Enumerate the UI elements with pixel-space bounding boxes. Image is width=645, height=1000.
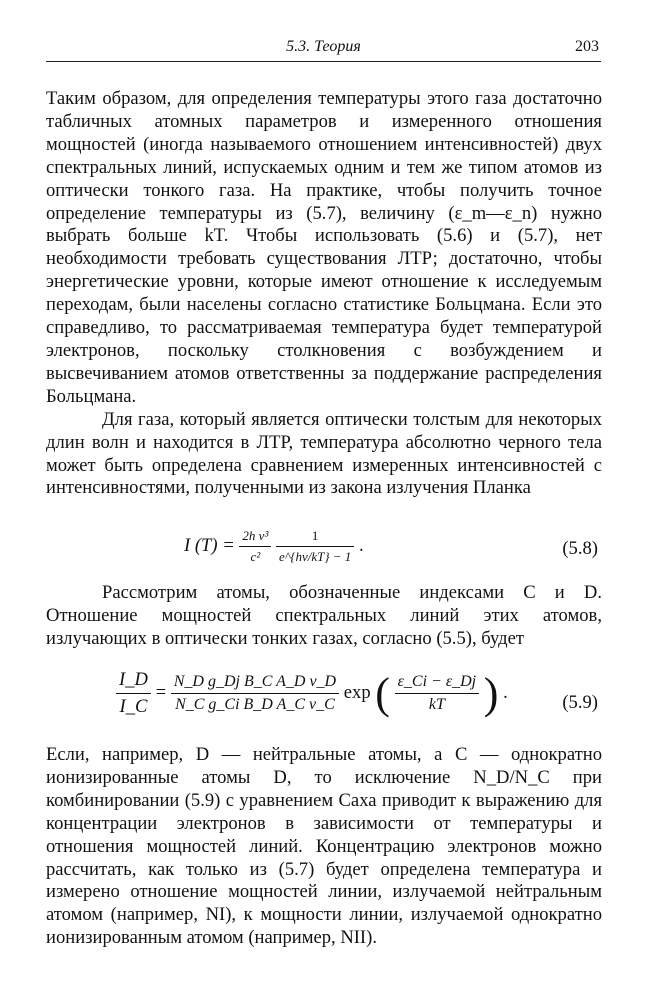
right-paren: ) — [483, 669, 499, 718]
paragraph-3: Рассмотрим атомы, обозначенные индексами C и D. Отношение мощностей спектральных линий этих атомов, излучающих в оптически тонких газах, согласно (5.5), будет — [46, 582, 602, 649]
equation-5-9 — [46, 668, 602, 738]
running-head-title: 5.3. Теория — [286, 38, 361, 55]
equation-5-8 — [46, 528, 602, 572]
eq2-arg — [395, 673, 480, 714]
paragraph-1: Таким образом, для определения температуры этого газа достаточно табличных атомных параметров и измеренного отношения мощностей (иногда называемого отношением интенсивностей) двух спектральных линий, испускаемых одним и тем же типом атомов из оптически тонкого газа. На практике, чтобы получить точное определение температуры из (5.7), величину (ε_m—ε_n) нужно выбрать больше kT. Чтобы использовать (5.6) и (5.7), нет необходимости требовать существования ЛТР; достаточно, чтобы энергетические уровни, которые имеют отношение к исследуемым переходам, были населены согласно статистике Больцмана. Если это справедливо, то рассматриваемая температура будет температурой электронов, поскольку столкновения с возбуждением и высвечиванием атомов ответственны за поддержание распределения Больцмана. — [46, 88, 602, 407]
paragraph-4: Если, например, D — нейтральные атомы, а C — однократно ионизированные атомы D, то исключение N_D/N_C при комбинировании (5.9) с уравнением Саха приводит к выражению для концентрации электронов в зависимости от температуры и отношения мощностей линий. Концентрацию электронов можно рассчитать, как только из (5.7) будет определена температура и измерено отношение мощностей линии, излучаемой нейтральным атомом (например, NI), к мощности линии, излучаемой однократно ионизированным атомом (например, NII). — [46, 744, 602, 949]
page-header — [46, 36, 601, 60]
eq2-rhs — [171, 673, 339, 714]
eq1-frac2-num: 1 — [276, 528, 354, 547]
eq2-arg-den: kT — [428, 696, 445, 713]
eq1-tail: . — [358, 534, 364, 556]
eq2-lhs-num: I_D — [116, 669, 151, 694]
eq1-lhs: I (T) = — [184, 534, 235, 556]
left-paren: ( — [375, 669, 390, 718]
eq1-frac2 — [276, 528, 354, 565]
eq2-equals: = — [155, 681, 167, 703]
body-block-3 — [46, 744, 602, 950]
eq2-rhs-num: N_D g_Dj B_C A_D ν_D — [171, 673, 339, 694]
eq1-frac2-den: e^{hν/kT} − 1 — [279, 549, 352, 564]
page-number: 203 — [575, 38, 599, 55]
header-rule — [46, 61, 601, 62]
eq1-frac1-num: 2h ν³ — [239, 528, 271, 547]
eq1-frac1 — [239, 528, 271, 565]
eq2-tail: . — [503, 681, 508, 703]
eq2-exp: exp — [343, 681, 371, 703]
body-block-1 — [46, 88, 602, 500]
eq2-lhs-den: I_C — [119, 696, 148, 717]
body-block-2 — [46, 582, 602, 651]
eq2-rhs-den: N_C g_Ci B_D A_C ν_C — [175, 696, 335, 713]
eq2-lhs — [116, 669, 151, 718]
equation-number-5-8: (5.8) — [562, 538, 598, 559]
paragraph-2: Для газа, который является оптически толстым для некоторых длин волн и находится в ЛТР, температура абсолютно черного тела может быть определена сравнением измеренных интенсивностей с интенсивностями, полученными из закона излучения Планка — [46, 408, 602, 499]
eq1-frac1-den: c² — [250, 549, 261, 564]
equation-number-5-9: (5.9) — [562, 692, 598, 713]
eq2-arg-num: ε_Ci − ε_Dj — [395, 673, 480, 694]
